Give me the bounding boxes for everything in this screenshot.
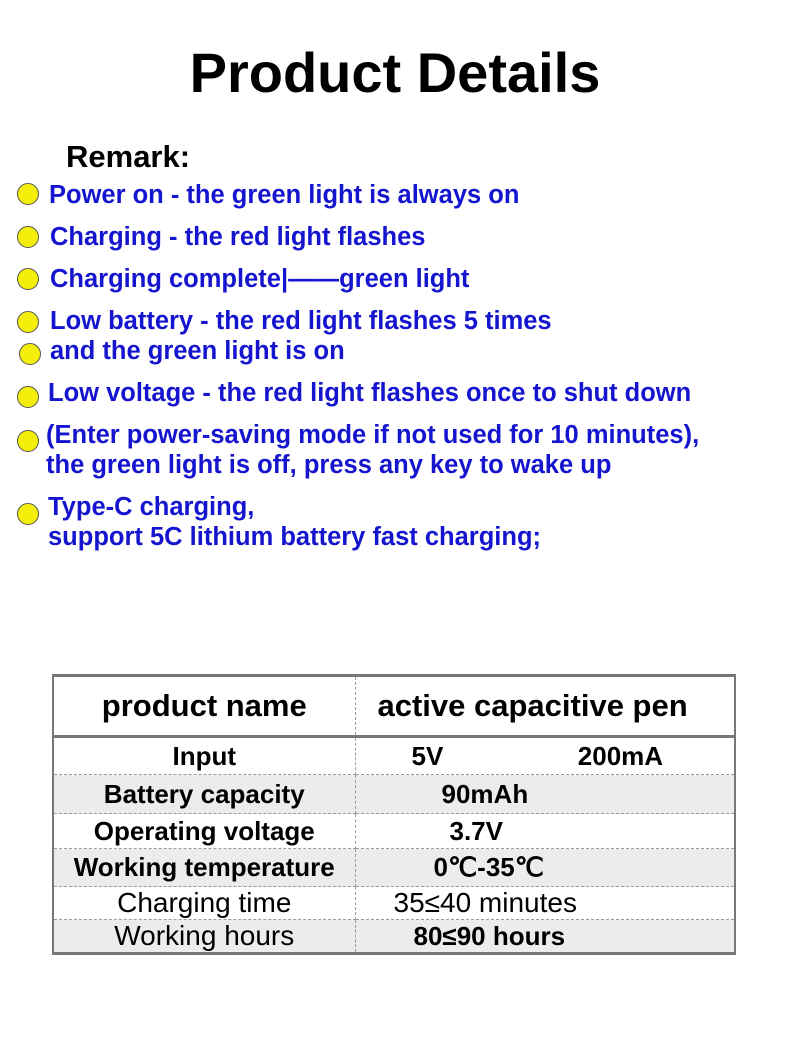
- spec-label: Battery capacity: [53, 775, 355, 814]
- header-cell: product name: [53, 676, 355, 737]
- table-row: [53, 814, 735, 849]
- bullet-icon: [17, 183, 39, 205]
- bullet-icon: [19, 343, 41, 365]
- note-line: Low battery - the red light flashes 5 times: [50, 307, 552, 335]
- table-row: [53, 920, 735, 954]
- header-cell: active capacitive pen: [355, 676, 735, 737]
- spec-value: [355, 737, 735, 775]
- spec-value-voltage: 5V: [411, 740, 444, 771]
- table-row: [53, 849, 735, 887]
- bullet-icon: [17, 430, 39, 452]
- bullet-icon: [17, 386, 39, 408]
- spec-value: 90mAh: [355, 775, 735, 814]
- remark-heading: Remark:: [66, 139, 191, 174]
- spec-label: Working temperature: [53, 849, 355, 887]
- note-line: support 5C lithium battery fast charging;: [48, 523, 542, 551]
- spec-label: Operating voltage: [53, 814, 355, 849]
- table-row: [53, 887, 735, 920]
- spec-label: Input: [53, 737, 355, 775]
- table-header-row: [53, 676, 735, 737]
- table-row: [53, 775, 735, 814]
- note-line: the green light is off, press any key to wake up: [46, 451, 612, 479]
- note-line: Type-C charging,: [48, 493, 255, 521]
- bullet-icon: [17, 503, 39, 525]
- note-line: Low voltage - the red light flashes once to shut down: [48, 379, 692, 407]
- note-line: Power on - the green light is always on: [49, 181, 520, 209]
- spec-label: Working hours: [53, 920, 355, 954]
- spec-value: 0℃-35℃: [355, 849, 735, 887]
- spec-table: [52, 674, 736, 955]
- spec-value: 3.7V: [355, 814, 735, 849]
- bullet-icon: [17, 226, 39, 248]
- note-line: and the green light is on: [50, 337, 345, 365]
- page-title: Product Details: [189, 41, 601, 104]
- note-line: Charging complete|——green light: [50, 265, 470, 293]
- bullet-icon: [17, 311, 39, 333]
- spec-value-current: 200mA: [577, 740, 664, 771]
- spec-label: Charging time: [53, 887, 355, 920]
- note-line: Charging - the red light flashes: [50, 223, 426, 251]
- spec-value: 35≤40 minutes: [355, 887, 735, 920]
- spec-value: 80≤90 hours: [355, 920, 735, 954]
- table-row: [53, 737, 735, 775]
- note-line: (Enter power-saving mode if not used for 10 minutes),: [46, 421, 700, 449]
- bullet-icon: [17, 268, 39, 290]
